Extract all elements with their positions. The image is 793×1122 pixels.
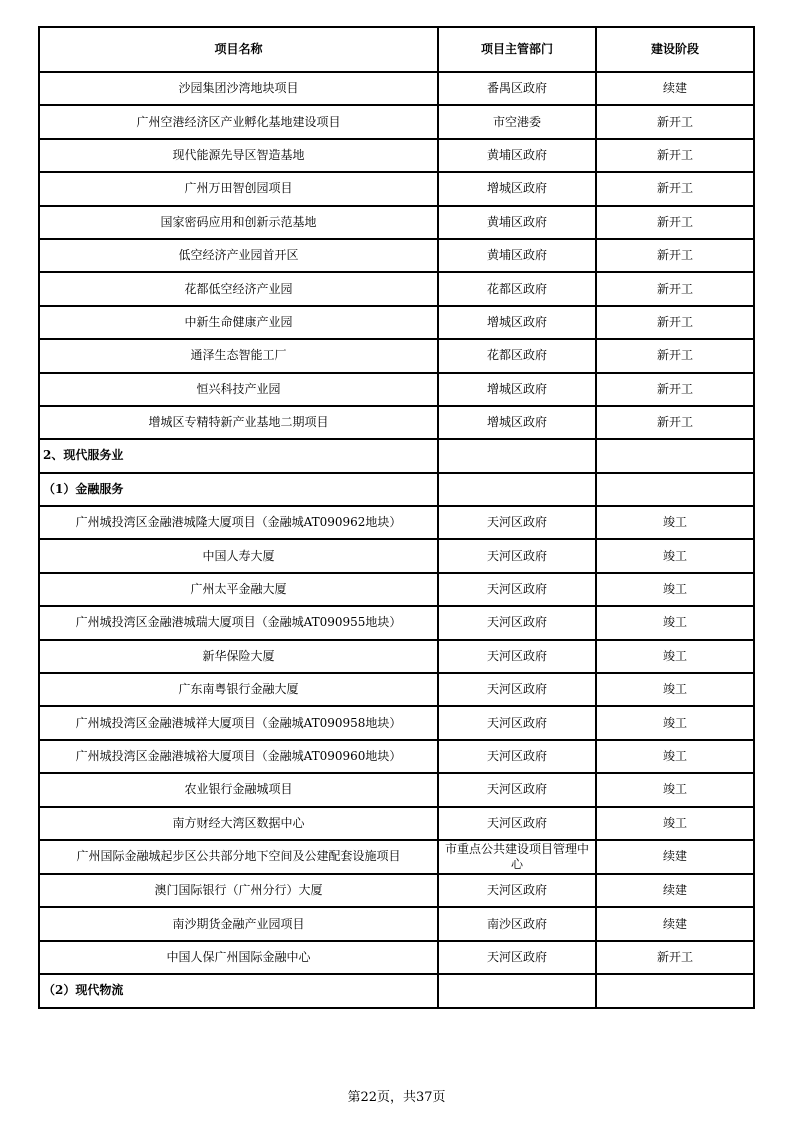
department-cell: 番禺区政府: [438, 72, 596, 105]
table-row: [39, 907, 754, 940]
stage-cell: 新开工: [596, 239, 754, 272]
department-cell: 黄埔区政府: [438, 206, 596, 239]
project-name-cell: 花都低空经济产业园: [39, 272, 438, 305]
stage-cell: 续建: [596, 72, 754, 105]
stage-cell: 竣工: [596, 773, 754, 806]
section-row: [39, 439, 754, 472]
stage-cell: 竣工: [596, 573, 754, 606]
department-cell: 南沙区政府: [438, 907, 596, 940]
table-row: [39, 640, 754, 673]
stage-cell: 新开工: [596, 306, 754, 339]
section-label-cell: （2）现代物流: [39, 974, 438, 1007]
department-cell: 天河区政府: [438, 506, 596, 539]
department-cell: 增城区政府: [438, 172, 596, 205]
table-row: [39, 506, 754, 539]
stage-cell: 竣工: [596, 807, 754, 840]
project-name-cell: 广州太平金融大厦: [39, 573, 438, 606]
table-row: [39, 539, 754, 572]
project-name-cell: 新华保险大厦: [39, 640, 438, 673]
project-name-cell: 南方财经大湾区数据中心: [39, 807, 438, 840]
stage-cell: 新开工: [596, 172, 754, 205]
department-cell: 黄埔区政府: [438, 239, 596, 272]
table-row: [39, 874, 754, 907]
section-row: [39, 473, 754, 506]
department-cell: 天河区政府: [438, 740, 596, 773]
department-cell: 天河区政府: [438, 874, 596, 907]
table-row: [39, 339, 754, 372]
project-name-cell: 现代能源先导区智造基地: [39, 139, 438, 172]
table-row: [39, 773, 754, 806]
project-name-cell: 广州城投湾区金融港城祥大厦项目（金融城AT090958地块）: [39, 706, 438, 739]
department-cell: 天河区政府: [438, 573, 596, 606]
department-cell: 天河区政府: [438, 640, 596, 673]
project-name-cell: 广州城投湾区金融港城裕大厦项目（金融城AT090960地块）: [39, 740, 438, 773]
department-cell: 市重点公共建设项目管理中心: [438, 840, 596, 874]
project-name-cell: 广州空港经济区产业孵化基地建设项目: [39, 105, 438, 138]
stage-cell: [596, 473, 754, 506]
table-row: [39, 740, 754, 773]
stage-cell: 新开工: [596, 139, 754, 172]
section-row: [39, 974, 754, 1007]
table-header-row: [39, 27, 754, 72]
department-cell: 增城区政府: [438, 406, 596, 439]
department-cell: 天河区政府: [438, 539, 596, 572]
table-row: [39, 406, 754, 439]
stage-cell: [596, 439, 754, 472]
project-name-cell: 广州城投湾区金融港城隆大厦项目（金融城AT090962地块）: [39, 506, 438, 539]
stage-cell: 竣工: [596, 706, 754, 739]
department-cell: 增城区政府: [438, 306, 596, 339]
column-header-stage: 建设阶段: [596, 27, 754, 72]
table-row: [39, 306, 754, 339]
project-name-cell: 澳门国际银行（广州分行）大厦: [39, 874, 438, 907]
department-cell: [438, 439, 596, 472]
department-cell: [438, 473, 596, 506]
section-label-cell: 2、现代服务业: [39, 439, 438, 472]
project-name-cell: 广州国际金融城起步区公共部分地下空间及公建配套设施项目: [39, 840, 438, 874]
stage-cell: [596, 974, 754, 1007]
table-row: [39, 105, 754, 138]
stage-cell: 新开工: [596, 206, 754, 239]
department-cell: 花都区政府: [438, 339, 596, 372]
project-name-cell: 国家密码应用和创新示范基地: [39, 206, 438, 239]
department-cell: 市空港委: [438, 105, 596, 138]
department-cell: 增城区政府: [438, 373, 596, 406]
department-cell: 天河区政府: [438, 941, 596, 974]
table-body: [39, 72, 754, 1008]
column-header-project-name: 项目名称: [39, 27, 438, 72]
project-name-cell: 广州城投湾区金融港城瑞大厦项目（金融城AT090955地块）: [39, 606, 438, 639]
stage-cell: 续建: [596, 840, 754, 874]
stage-cell: 续建: [596, 874, 754, 907]
project-name-cell: 南沙期货金融产业园项目: [39, 907, 438, 940]
department-cell: 天河区政府: [438, 606, 596, 639]
stage-cell: 新开工: [596, 373, 754, 406]
table-row: [39, 606, 754, 639]
table-row: [39, 840, 754, 874]
stage-cell: 新开工: [596, 339, 754, 372]
stage-cell: 竣工: [596, 740, 754, 773]
project-name-cell: 中新生命健康产业园: [39, 306, 438, 339]
section-label-cell: （1）金融服务: [39, 473, 438, 506]
table-row: [39, 941, 754, 974]
project-name-cell: 中国人寿大厦: [39, 539, 438, 572]
department-cell: 天河区政府: [438, 773, 596, 806]
table-row: [39, 172, 754, 205]
department-cell: 天河区政府: [438, 706, 596, 739]
project-name-cell: 增城区专精特新产业基地二期项目: [39, 406, 438, 439]
department-cell: 黄埔区政府: [438, 139, 596, 172]
table-row: [39, 673, 754, 706]
department-cell: 天河区政府: [438, 807, 596, 840]
stage-cell: 竣工: [596, 506, 754, 539]
stage-cell: 新开工: [596, 941, 754, 974]
column-header-department: 项目主管部门: [438, 27, 596, 72]
project-name-cell: 沙园集团沙湾地块项目: [39, 72, 438, 105]
page-number-footer: 第22页，共37页: [347, 1090, 446, 1105]
project-name-cell: 通泽生态智能工厂: [39, 339, 438, 372]
table-row: [39, 573, 754, 606]
table-row: [39, 139, 754, 172]
table-row: [39, 72, 754, 105]
projects-table: [38, 26, 755, 1009]
stage-cell: 竣工: [596, 539, 754, 572]
stage-cell: 竣工: [596, 640, 754, 673]
stage-cell: 新开工: [596, 272, 754, 305]
department-cell: [438, 974, 596, 1007]
stage-cell: 新开工: [596, 105, 754, 138]
stage-cell: 续建: [596, 907, 754, 940]
table-row: [39, 807, 754, 840]
stage-cell: 竣工: [596, 606, 754, 639]
stage-cell: 竣工: [596, 673, 754, 706]
project-name-cell: 广东南粤银行金融大厦: [39, 673, 438, 706]
project-name-cell: 广州万田智创园项目: [39, 172, 438, 205]
project-name-cell: 低空经济产业园首开区: [39, 239, 438, 272]
table-row: [39, 239, 754, 272]
table-row: [39, 272, 754, 305]
stage-cell: 新开工: [596, 406, 754, 439]
project-name-cell: 农业银行金融城项目: [39, 773, 438, 806]
department-cell: 花都区政府: [438, 272, 596, 305]
table-row: [39, 706, 754, 739]
project-name-cell: 恒兴科技产业园: [39, 373, 438, 406]
table-row: [39, 373, 754, 406]
table-row: [39, 206, 754, 239]
department-cell: 天河区政府: [438, 673, 596, 706]
project-name-cell: 中国人保广州国际金融中心: [39, 941, 438, 974]
